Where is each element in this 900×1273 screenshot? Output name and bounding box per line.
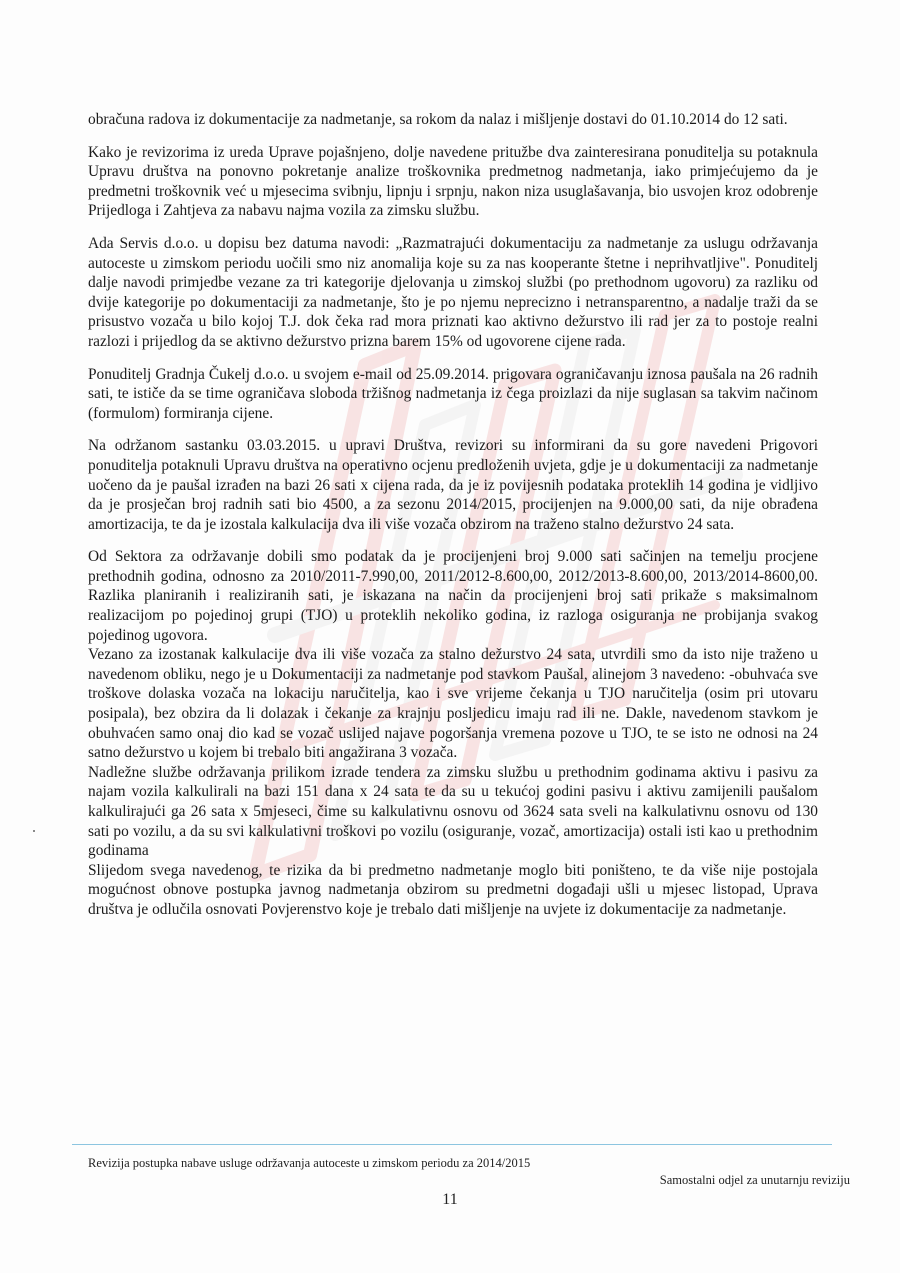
paragraph-ada-servis: Ada Servis d.o.o. u dopisu bez datuma navodi: „Razmatrajući dokumentaciju za nadmetanje za uslugu održavanja autoceste u zimskom periodu uočili smo niz anomalija koje su za nas kooperante štetne i neprihvatljive". Ponuditelj dalje navodi primjedbe vezane za tri kategorije djelovanja u zimskoj službi (po prethodnom ugovoru) za razliku od dvije kategorije po dokumentaciji za nadmetanje, što je po njemu neprecizno i netransparentno, a nadalje traži da se prisustvo vozača u bilo kojoj T.J. dok čeka rad mora priznati kao aktivno dežurstvo ili rad jer za to postoje realni razlozi i prijedlog da se aktivno dežurstvo prizna barem 15% od ugovorene cijene rada. (88, 234, 818, 350)
footer-department: Samostalni odjel za unutarnju reviziju (659, 1173, 850, 1187)
paragraph-conclusion: Slijedom svega navedenog, te rizika da bi predmetno nadmetanje moglo biti poništeno, te da više nije postojala mogućnost obnove postupka javnog nadmetanja obzirom su predmetni događaji ušli u mjesec listopad, Uprava društva je odlučila osnovati Povjerenstvo koje je trebalo dati mišljenje na uvjete iz dokumentacije za nadmetanje. (88, 861, 818, 918)
footer-document-title: Revizija postupka nabave usluge održavanja autoceste u zimskom periodu za 2014/2015 (88, 1156, 531, 1170)
scan-dot (33, 830, 35, 832)
paragraph-services: Nadležne službe održavanja prilikom izrade tendera za zimsku službu u prethodnim godinama aktivu i pasivu za najam vozila kalkulirali na bazi 151 dana x 24 sata te da su u tekućoj godini pasivu i aktivu zamijenili paušalom kalkulirajući ga 26 sata x 5mjeseci, čime su kalkulativnu osnovu od 3624 sata sveli na kalkulativnu osnovu od 130 sati po vozilu, a da su svi kalkulativni troškovi po vozilu (osiguranje, vozač, amortizacija) ostali isti kao u prethodnim godinama (88, 763, 818, 860)
footer-divider (72, 1144, 832, 1145)
paragraph-intro: obračuna radova iz dokumentacije za nadmetanje, sa rokom da nalaz i mišljenje dostavi do 01.10.2014 do 12 sati. (88, 111, 788, 128)
paragraph-meeting: Na održanom sastanku 03.03.2015. u upravi Društva, revizori su informirani da su gore navedeni Prigovori ponuditelja potaknuli Upravu društva na operativno ocjenu predloženih uvjeta, gdje je u dokumentaciji za nadmetanje uočeno da je paušal izrađen na bazi 26 sati x cijena rada, da je iz povijesnih podataka proteklih 14 godina je vidljivo da je prosječan broj radnih sati bio 4500, a za sezonu 2014/2015, procijenjen na 9.000,00 sati, da nije obrađena amortizacija, te da je izostala kalkulacija dva ili više vozača obzirom na traženo stalno dežurstvo 24 sata. (88, 437, 818, 533)
page-number: 11 (442, 1191, 458, 1208)
paragraph-gradnja: Ponuditelj Gradnja Čukelj d.o.o. u svojem e-mail od 25.09.2014. prigovara ograničavanju iznosa paušala na 26 radnih sati, te ističe da se time ograničava sloboda tržišnog nadmetanja iz čega proizlazi da nije suglasan sa takvim načinom (formulom) formiranja cijene. (88, 365, 818, 422)
body-text (88, 110, 818, 920)
paragraph-sector: Od Sektora za održavanje dobili smo podatak da je procijenjeni broj 9.000 sati sačinjen na temelju procjene prethodnih godina, odnosno za 2010/2011-7.990,00, 2011/2012-8.600,00, 2012/2013-8.600,00, 2013/2014-8600,00. Razlika planiranih i realiziranih sati, je iskazana na način da procijenjeni broj sati prikaže s maksimalnom realizacijom po pojedinoj grupi (TJO) u proteklih nekoliko godina, iz razloga osiguranja ne probijanja svakog pojedinog ugovora. (88, 548, 818, 644)
paragraph-drivers: Vezano za izostanak kalkulacije dva ili više vozača za stalno dežurstvo 24 sata, utvrdili smo da isto nije traženo u navedenom obliku, nego je u Dokumentaciji za nadmetanje pod stavkom Paušal, alinejom 3 navedeno: -obuhvaća sve troškove dolaska vozača na lokaciju naručitelja, kao i sve vrijeme čekanja u TJO naručitelja (osim pri utovaru posipala), bez obzira da li dolazak i čekanje za krajnju posljedicu imaju rad ili ne. Dakle, navedenom stavkom je obuhvaćen samo onaj dio kad se vozač uslijed najave pogoršanja vremena pozove u TJO, te se isto ne odnosi na 24 satno dežurstvo u kojem bi trebalo biti angažirana 3 vozača. (88, 646, 818, 762)
paragraph-revisors: Kako je revizorima iz ureda Uprave pojašnjeno, dolje navedene pritužbe dva zainteresirana ponuditelja su potaknula Upravu društva na ponovno pokretanje analize troškovnika predmetnog nadmetanja, iako primjećujemo da je predmetni troškovnik već u mjesecima svibnju, lipnju i srpnju, nakon niza usuglašavanja, bio usvojen kroz odobrenje Prijedloga i Zahtjeva za nabavu najma vozila za zimsku službu. (88, 143, 818, 220)
